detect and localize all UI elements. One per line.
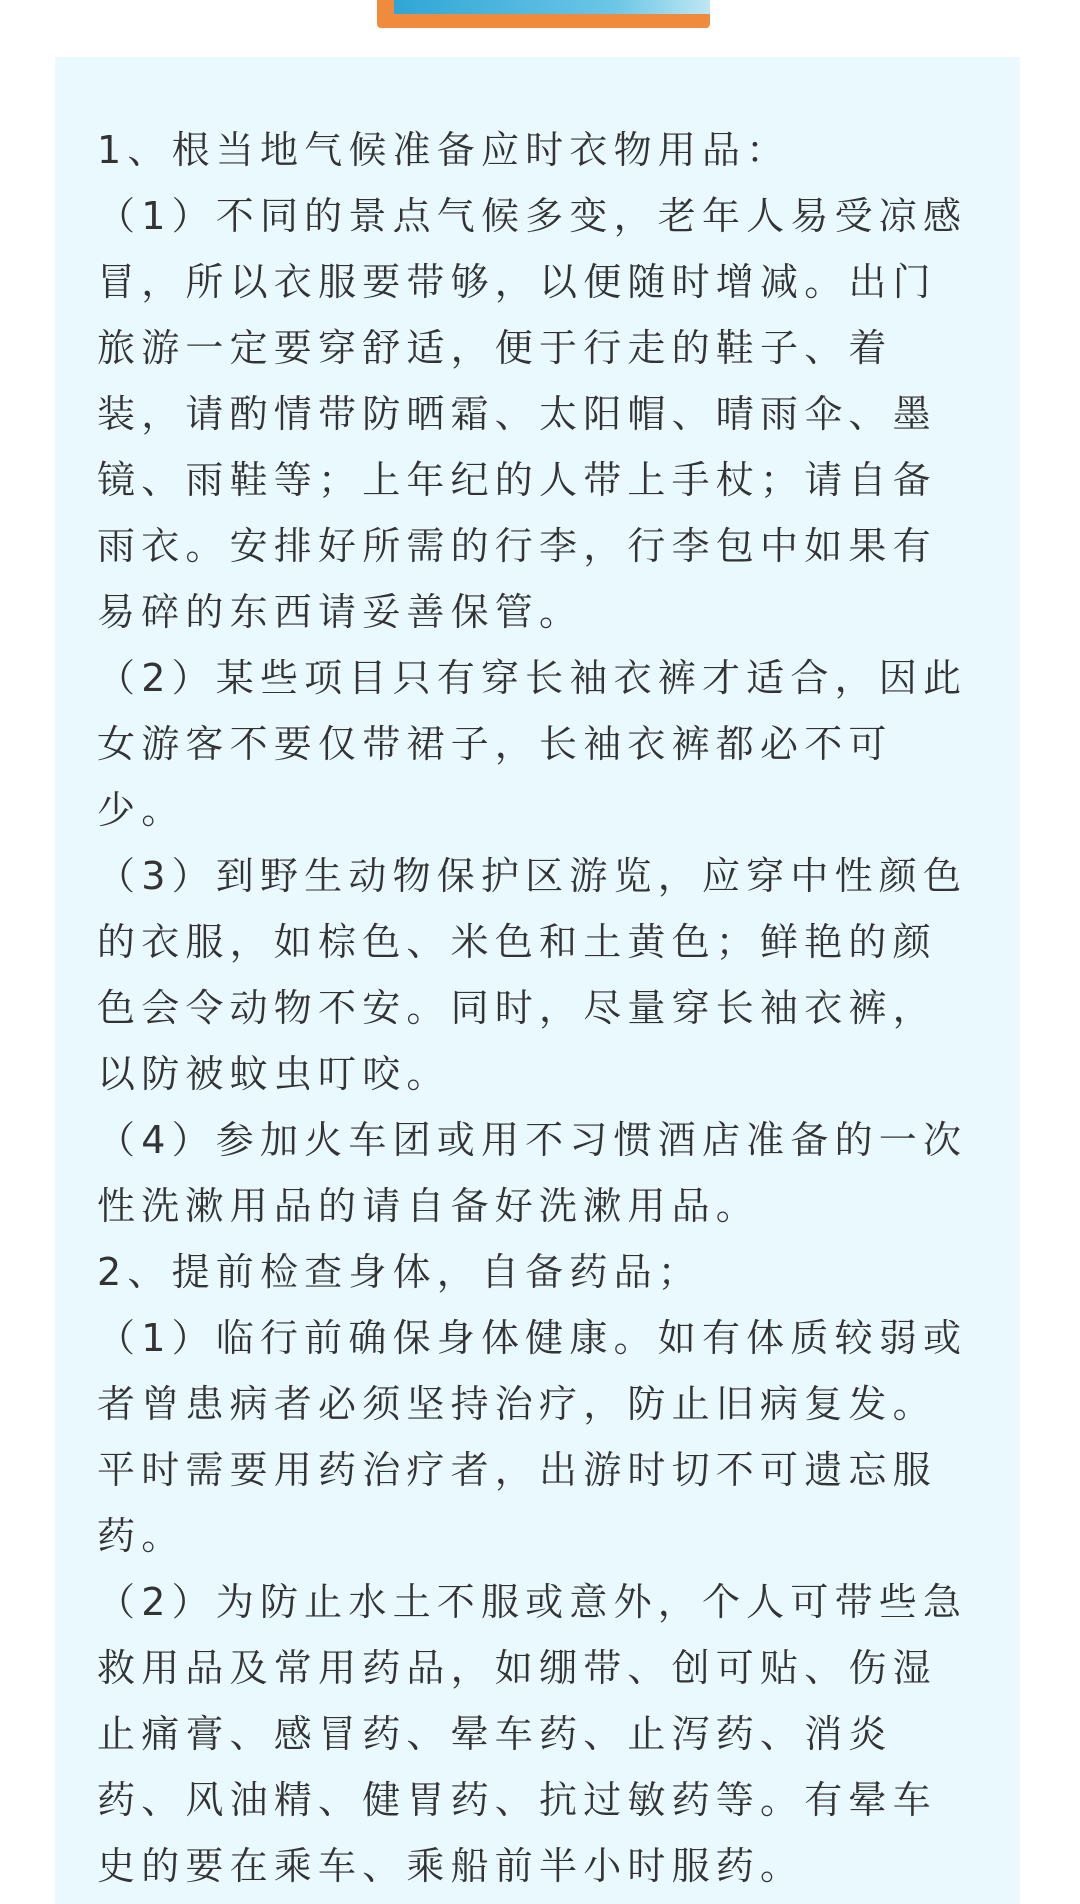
- text-line: （2）为防止水土不服或意外，个人可带些急: [97, 1580, 968, 1624]
- text-line: （3）到野生动物保护区游览，应穿中性颜色: [97, 854, 968, 898]
- article-body: [97, 117, 997, 1899]
- text-line: 雨衣。安排好所需的行李，行李包中如果有: [97, 524, 937, 568]
- text-line: 色会令动物不安。同时，尽量穿长袖衣裤，: [97, 986, 937, 1030]
- header-banner-gradient: [394, 0, 710, 14]
- text-line: 性洗漱用品的请自备好洗漱用品。: [97, 1184, 761, 1228]
- text-line: （2）某些项目只有穿长袖衣裤才适合，因此: [97, 656, 968, 700]
- text-line: （4）参加火车团或用不习惯酒店准备的一次: [97, 1118, 968, 1162]
- text-line: 药、风油精、健胃药、抗过敏药等。有晕车: [97, 1778, 937, 1822]
- text-line: （1）临行前确保身体健康。如有体质较弱或: [97, 1316, 968, 1360]
- text-line: 装，请酌情带防晒霜、太阳帽、晴雨伞、墨: [97, 392, 937, 436]
- text-line: 以防被蚊虫叮咬。: [97, 1052, 451, 1096]
- text-line: （1）不同的景点气候多变，老年人易受凉感: [97, 194, 968, 238]
- text-line: 易碎的东西请妥善保管。: [97, 590, 584, 634]
- text-line: 冒，所以衣服要带够，以便随时增减。出门: [97, 260, 937, 304]
- text-line: 少。: [97, 788, 186, 832]
- text-line: 2、提前检查身体，自备药品；: [97, 1250, 702, 1294]
- text-line: 镜、雨鞋等；上年纪的人带上手杖；请自备: [97, 458, 937, 502]
- text-line: 救用品及常用药品，如绷带、创可贴、伤湿: [97, 1646, 937, 1690]
- text-line: 女游客不要仅带裙子，长袖衣裤都必不可: [97, 722, 893, 766]
- text-line: 药。: [97, 1514, 186, 1558]
- header-banner: [377, 0, 710, 28]
- text-line: 1、根当地气候准备应时衣物用品：: [97, 128, 791, 172]
- text-line: 止痛膏、感冒药、晕车药、止泻药、消炎: [97, 1712, 893, 1756]
- text-line: 旅游一定要穿舒适，便于行走的鞋子、着: [97, 326, 893, 370]
- text-line: 史的要在乘车、乘船前半小时服药。: [97, 1844, 805, 1888]
- text-line: 平时需要用药治疗者，出游时切不可遗忘服: [97, 1448, 937, 1492]
- text-line: 者曾患病者必须坚持治疗，防止旧病复发。: [97, 1382, 937, 1426]
- text-line: 的衣服，如棕色、米色和土黄色；鲜艳的颜: [97, 920, 937, 964]
